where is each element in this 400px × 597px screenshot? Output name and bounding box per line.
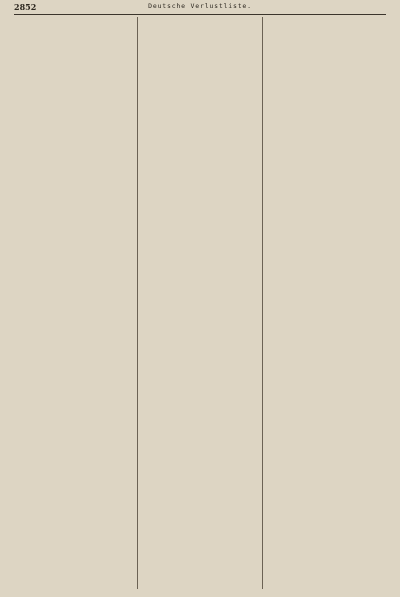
page-header (14, 2, 386, 15)
column-right (262, 17, 386, 589)
text-columns (14, 17, 386, 589)
page-number: 2852 (14, 2, 37, 12)
column-left (14, 17, 137, 589)
column-middle (137, 17, 261, 589)
running-title: Deutsche Verlustliste. (148, 2, 252, 10)
